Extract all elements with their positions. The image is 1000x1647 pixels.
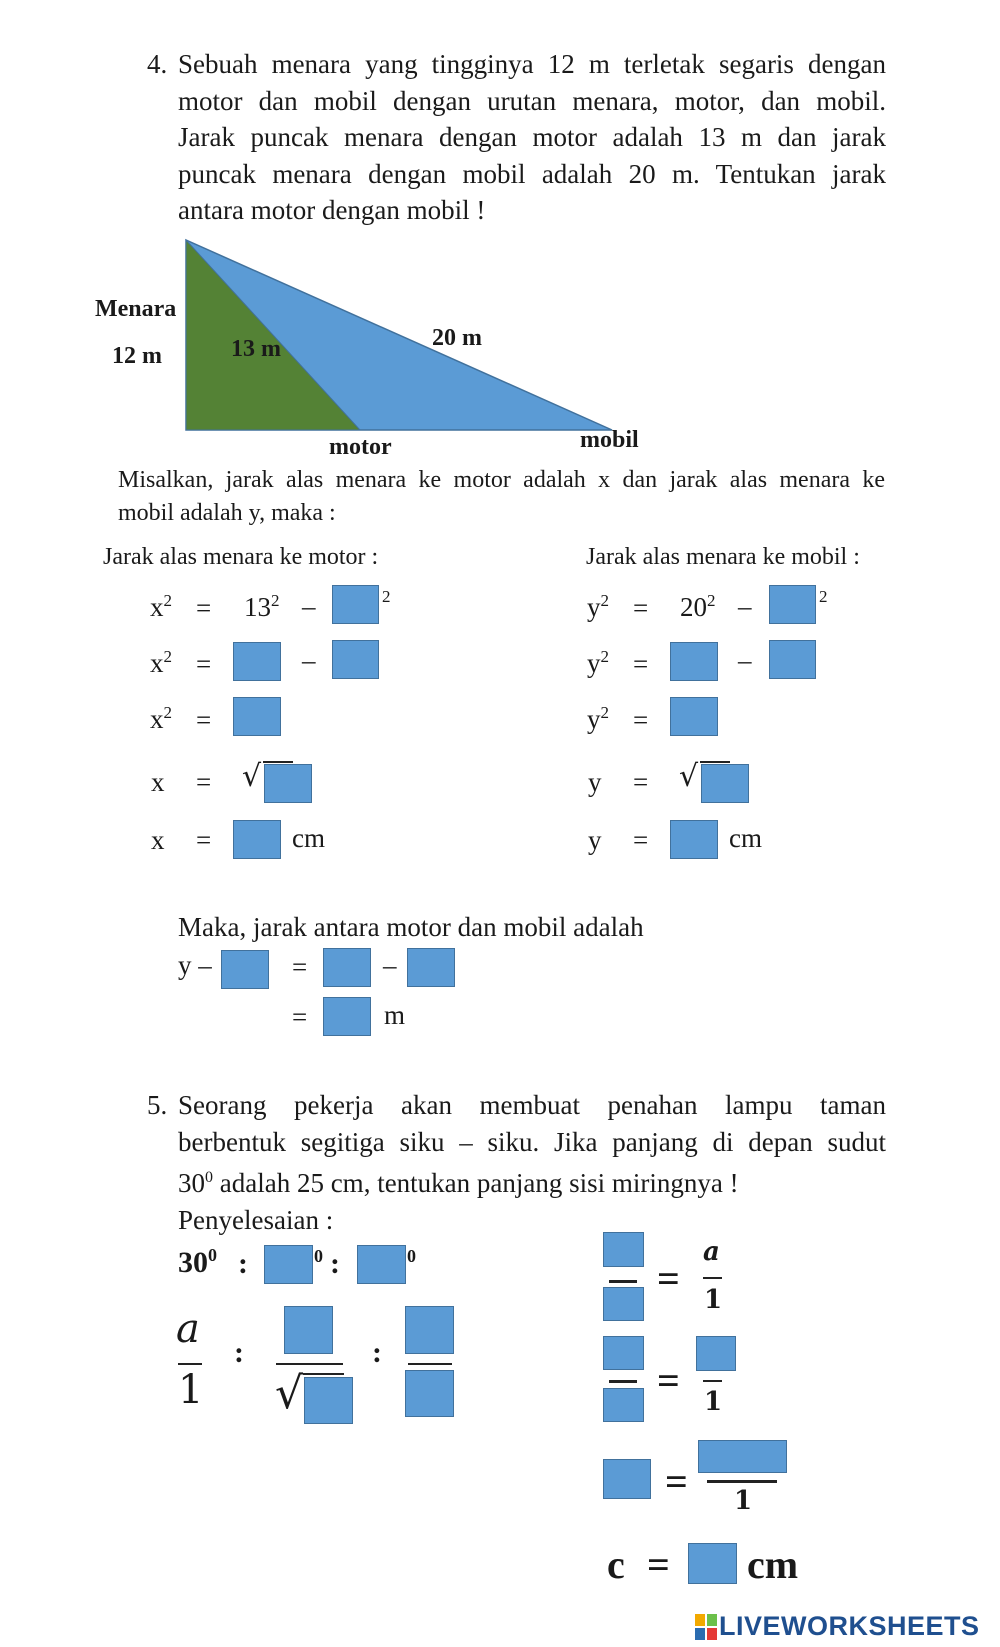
frac2-numerator-input[interactable] [284, 1306, 333, 1354]
eq2-den-input[interactable] [603, 1388, 644, 1422]
ratio-input-1[interactable] [264, 1245, 313, 1284]
eq1-eq: = [657, 1256, 680, 1301]
frac-a-denominator: 1 [178, 1367, 204, 1413]
problem4-line-3: Jarak puncak menara dengan motor adalah 13 m dan jarak [178, 122, 886, 152]
label-12m: 12 m [112, 343, 162, 369]
x-row2-var: $x^2$ [150, 647, 172, 678]
frac2-radical-icon: √ [275, 1368, 304, 1419]
conclusion-y-minus: y – [178, 950, 212, 980]
label-20m: 20 m [432, 325, 482, 351]
y-row3-eq: = [633, 705, 649, 735]
conclusion-input-3[interactable] [407, 948, 455, 987]
eq1-den-input[interactable] [603, 1287, 644, 1321]
x-row1-eq: = [196, 593, 212, 623]
ratio-colon-1: : [238, 1247, 248, 1280]
x-row2-eq: = [196, 649, 212, 679]
y-row4-eq: = [633, 767, 649, 797]
x-row5-var: x [151, 825, 165, 855]
y-row2-input-a[interactable] [670, 642, 718, 681]
problem5-line-3: $30^0$ adalah 25 cm, tentukan panjang sisi miringnya ! [178, 1168, 739, 1198]
x-radical-icon: √ [242, 759, 262, 794]
frac3-numerator-input[interactable] [405, 1306, 454, 1354]
eq3-rhs-num-input[interactable] [698, 1440, 787, 1473]
c-input[interactable] [688, 1543, 737, 1584]
problem4-line-5: antara motor dengan mobil ! [178, 195, 486, 225]
liveworksheets-logo-text: LIVEWORKSHEETS [719, 1611, 980, 1641]
frac-a-bar [178, 1363, 202, 1365]
problem5-line-2: berbentuk segitiga siku – siku. Jika panjang di depan sudut [178, 1126, 886, 1157]
right-heading: Jarak alas menara ke mobil : [586, 544, 860, 570]
conclusion-eq-1: = [292, 952, 308, 982]
conclusion-input-4[interactable] [323, 997, 371, 1036]
ratio-30: $30^0$ [178, 1245, 217, 1279]
y-row1-sq: 2 [819, 587, 828, 606]
conclusion-text: Maka, jarak antara motor dan mobil adalah [178, 912, 644, 942]
frac-colon-2: : [372, 1336, 382, 1369]
left-heading: Jarak alas menara ke motor : [103, 544, 379, 570]
label-motor: motor [329, 434, 392, 460]
y-row5-unit: cm [729, 823, 762, 853]
conclusion-eq-2: = [292, 1002, 308, 1032]
eq2-eq: = [657, 1358, 680, 1403]
y-row4-var: y [588, 767, 602, 797]
y-row3-var: $y^2$ [587, 703, 609, 734]
frac2-radical-bar [303, 1373, 344, 1375]
problem4-line-4: puncak menara dengan mobil adalah 20 m. Tentukan jarak [178, 158, 886, 189]
x-row5-eq: = [196, 825, 212, 855]
x-row2-input-a[interactable] [233, 642, 281, 681]
eq2-rhs-num-input[interactable] [696, 1336, 736, 1371]
eq1-bar-left [609, 1280, 637, 1283]
x-row3-input[interactable] [233, 697, 281, 736]
y-row5-var: y [588, 825, 602, 855]
y-row2-eq: = [633, 649, 649, 679]
x-row4-eq: = [196, 767, 212, 797]
eq1-num-input[interactable] [603, 1232, 644, 1267]
label-13m: 13 m [231, 336, 281, 362]
c-eq: = [647, 1542, 670, 1587]
eq2-rhs-den: 1 [704, 1387, 723, 1417]
problem4-line-1: Sebuah menara yang tingginya 12 m terletak segaris dengan [178, 49, 886, 79]
eq3-rhs-den: 1 [734, 1486, 753, 1516]
intro-text [118, 464, 885, 530]
x-row2-input-b[interactable] [332, 640, 379, 679]
y-row1-minus: – [738, 591, 752, 621]
frac2-denominator-input[interactable] [304, 1377, 353, 1424]
y-row1-var: $y^2$ [587, 591, 609, 622]
ratio-colon-2: : [330, 1247, 340, 1280]
problem4-number: 4. [147, 49, 168, 79]
x-row2-minus: – [302, 645, 316, 675]
ratio-deg-1: 0 [314, 1246, 323, 1266]
y-row5-eq: = [633, 825, 649, 855]
y-row2-minus: – [738, 645, 752, 675]
y-row3-input[interactable] [670, 697, 718, 736]
eq2-num-input[interactable] [603, 1336, 644, 1370]
eq3-eq: = [665, 1459, 688, 1504]
x-row1-input[interactable] [332, 585, 379, 624]
x-row4-var: x [151, 767, 165, 797]
eq3-lhs-input[interactable] [603, 1459, 651, 1499]
frac2-bar [276, 1363, 343, 1365]
tower-diagram [0, 0, 1000, 470]
conclusion-minus: – [383, 950, 397, 980]
intro-line-1: Misalkan, jarak alas menara ke motor adalah x dan jarak alas menara ke [118, 467, 885, 493]
conclusion-input-1[interactable] [221, 950, 269, 989]
eq1-rhs-num: a [703, 1237, 720, 1267]
c-unit: cm [747, 1542, 799, 1587]
x-row4-input[interactable] [264, 764, 312, 803]
conclusion-unit: m [384, 1000, 406, 1030]
y-row5-input[interactable] [670, 820, 718, 859]
x-row3-eq: = [196, 705, 212, 735]
ratio-deg-2: 0 [407, 1246, 416, 1266]
eq3-bar [707, 1480, 777, 1483]
x-row5-input[interactable] [233, 820, 281, 859]
frac-colon-1: : [234, 1336, 244, 1369]
y-row2-input-b[interactable] [769, 640, 816, 679]
label-mobil: mobil [580, 427, 639, 453]
y-row4-input[interactable] [701, 764, 749, 803]
eq2-bar-left [609, 1380, 637, 1383]
label-menara: Menara [95, 296, 177, 322]
y-row1-20: $20^2$ [680, 591, 716, 622]
y-radical-icon: √ [679, 759, 699, 794]
x-row1-13: $13^2$ [244, 591, 280, 622]
c-label: c [607, 1542, 625, 1587]
intro-line-2: mobil adalah y, maka : [118, 500, 336, 526]
y-row1-input[interactable] [769, 585, 816, 624]
x-radical-bar [263, 761, 293, 763]
x-row3-var: $x^2$ [150, 703, 172, 734]
x-row1-minus: – [302, 591, 316, 621]
ratio-input-2[interactable] [357, 1245, 406, 1284]
y-row1-eq: = [633, 593, 649, 623]
y-row2-var: $y^2$ [587, 647, 609, 678]
problem5-text [178, 1087, 886, 1238]
liveworksheets-logo [695, 1611, 980, 1642]
x-row1-sq: 2 [382, 587, 391, 606]
problem5-line-1: Seorang pekerja akan membuat penahan lampu taman [178, 1090, 886, 1120]
frac3-bar [408, 1363, 452, 1365]
problem5-line-4: Penyelesaian : [178, 1204, 334, 1235]
x-row5-unit: cm [292, 823, 325, 853]
x-row1-var: $x^2$ [150, 591, 172, 622]
frac3-denominator-input[interactable] [405, 1370, 454, 1417]
problem5-number: 5. [147, 1090, 168, 1120]
eq1-rhs-den: 1 [704, 1285, 723, 1315]
frac-a: a [176, 1306, 200, 1352]
liveworksheets-logo-icon [695, 1614, 717, 1640]
eq2-bar-right [703, 1380, 722, 1382]
eq1-bar-right [703, 1277, 722, 1279]
y-radical-bar [700, 761, 730, 763]
conclusion-input-2[interactable] [323, 948, 371, 987]
problem4-line-2: motor dan mobil dengan urutan menara, motor, dan mobil. [178, 85, 886, 116]
